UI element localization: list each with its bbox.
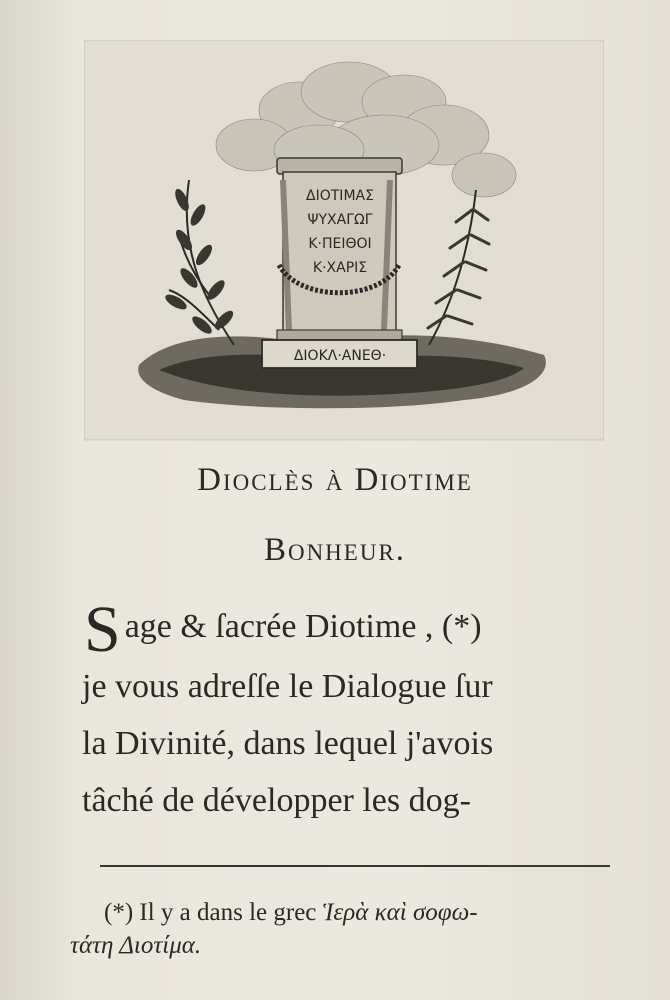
- pillar-inscription-line-2: ΨΥΧΑΓΩΓ: [307, 212, 373, 228]
- letter-title: Dioclès à Diotime: [197, 462, 473, 498]
- footnote-line-1: [104, 892, 624, 934]
- footnote-divider: [100, 865, 610, 867]
- engraving-plate: [84, 40, 604, 440]
- body-line-2: je vous adreſſe le Dialogue ſur: [82, 668, 493, 705]
- body-line-1: age & ſacrée Diotime , (*): [124, 608, 482, 645]
- letter-body: [82, 593, 612, 829]
- letter-subtitle: Bonheur.: [263, 532, 407, 568]
- footnote-greek-1: Ἱερὰ καὶ σοφω-: [322, 899, 478, 926]
- footnote-prefix: (*) Il y a dans le grec: [104, 899, 317, 926]
- pillar-inscription-line-3: Κ·ΠΕΙΘΟΙ: [308, 236, 372, 252]
- pillar-inscription-line-4: Κ·ΧΑΡΙΣ: [312, 260, 368, 276]
- drop-cap: S: [84, 593, 121, 666]
- body-line-4: tâché de développer les dog-: [82, 782, 471, 819]
- pillar-inscription-line-1: ΔΙΟΤΙΜΑΣ: [306, 188, 374, 204]
- footnote-greek-2: τάτη Διοτίμα.: [70, 932, 202, 959]
- base-inscription: ΔΙΟΚΛ·ΑΝΕΘ·: [293, 348, 387, 364]
- body-line-3: la Divinité, dans lequel j'avois: [82, 725, 494, 762]
- altar-engraving-illustration: [84, 40, 604, 440]
